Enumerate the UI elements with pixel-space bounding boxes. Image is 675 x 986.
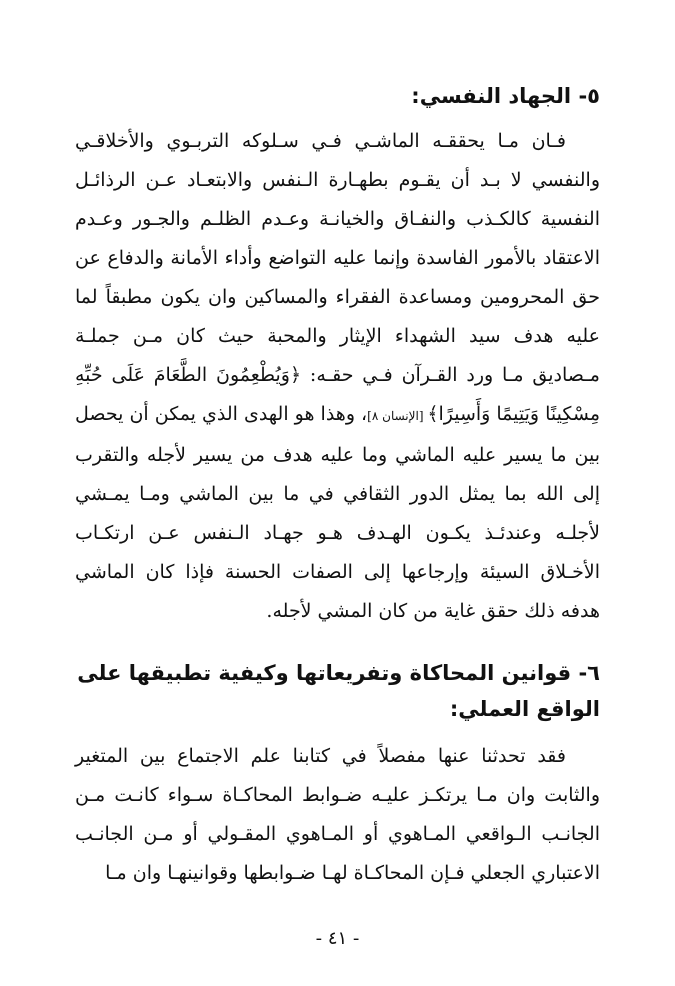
section-5-heading: ٥- الجهاد النفسي: — [411, 84, 600, 108]
quran-quote: ﴿وَيُطْعِمُونَ الطَّعَامَ عَلَى حُبِّهِ مِسْكِينًا وَيَتِيمًا وَأَسِيرًا﴾ — [75, 364, 600, 425]
section-6-heading: ٦- قوانين المحاكاة وتفريعاتها وكيفية تطبيقها على الواقع العملي: — [77, 661, 600, 721]
page-number: - ٤١ - — [315, 928, 360, 949]
section-5-text-before-quote: فـان مـا يحققـه الماشـي فـي سـلوكه التربـوي والأخلاقـي والنفسي لا بـد أن يقـوم بطهـارة الـنفس والابتعـاد عـن الرذائـل النفسية كالكـذب والنفـاق والخيانـة وعـدم الظلـم والجـور وعـدم الاعتقاد بالأمور الفاسدة وإنما عليه التواضع وأداء الأمانة والدفاع عن حق المحرومين ومساعدة الفقراء والمساكين وان يكون مطبقاً لما عليه هدف سيد الشهداء الإيثار والمحبة حيث كان مـن جملـة مـصاديق مـا ورد القـرآن فـي حقـه: — [75, 130, 600, 386]
section-5-text-after-quote: ، وهذا هو الهدى الذي يمكن أن يحصل بين ما يسير عليه الماشي وما عليه هدف من يسير لأجله والتقرب إلى الله بما يمثل الدور الثقافي في ما بين الماشي ومـا يمـشي لأجلـه وعندئـذ يكـون الهـدف هـو جهـاد الـنفس عـن ارتكـاب الأخـلاق السيئة وإرجاعها إلى الصفات الحسنة فإذا كان الماشي هدفه ذلك حقق غاية من كان المشي لأجله. — [75, 403, 600, 622]
quran-reference: [الإنسان ٨] — [367, 409, 428, 423]
section-6-paragraph: فقد تحدثنا عنها مفصلاً في كتابنا علم الاجتماع بين المتغير والثابت وان مـا يرتكـز عليـه ضـوابط المحاكـاة سـواء كانـت مـن الجانـب الـواقعي المـاهوي أو المـاهوي المقـولي أو مـن الجانـب الاعتباري الجعلي فـإن المحاكـاة لهـا ضـوابطها وقوانينهـا وان مـا — [75, 745, 600, 884]
section-5-paragraph — [75, 122, 600, 631]
